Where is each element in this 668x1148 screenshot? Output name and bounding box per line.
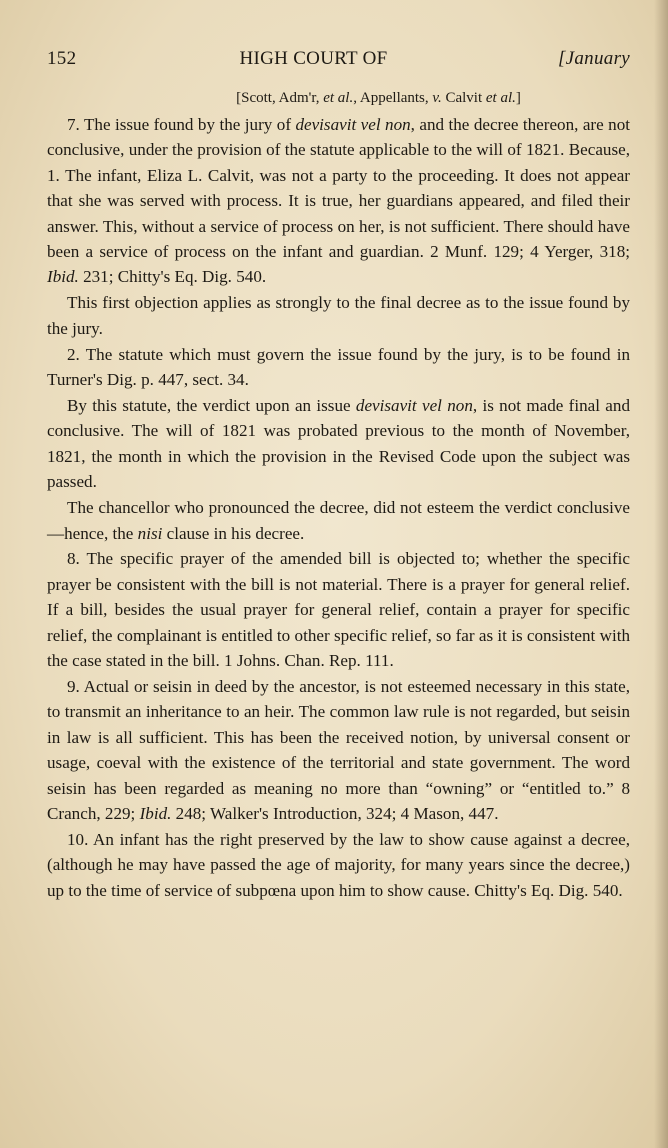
text-run: 7. The issue found by the jury of (67, 115, 296, 134)
text-run: , and the decree thereon, are not conclusive, under the provision of the statute applicable to the will of 1821. Because, 1. The infant, Eliza L. Calvit, was not a party to the proceeding. It does not appear that she was served with process. It is true, her guardians appeared, and filed their answer. This, without a service of process on her, is not sufficient. There should have been a service of process on the infant and guardian. 2 Munf. 129; 4 Yerger, 318; (47, 115, 630, 262)
caption-part: ] (515, 90, 521, 106)
case-caption (47, 86, 630, 110)
caption-part: , Appellants, (353, 90, 433, 106)
caption-versus: v. (432, 90, 442, 106)
page-number: 152 (47, 48, 77, 69)
caption-part: [Scott, Adm'r, (236, 90, 324, 106)
paragraph-by-this-statute (47, 393, 630, 495)
paragraph-first-objection: This first objection applies as strongly to the final decree as to the issue found by the jury. (47, 293, 630, 338)
paragraph-2: 2. The statute which must govern the issue found by the jury, is to be found in Turner's Dig. p. 447, sect. 34. (47, 344, 630, 390)
text-run: The chancellor who pronounced the decree, did not esteem the verdict conclusive—hence, the (47, 498, 630, 543)
paragraph-9 (47, 674, 630, 826)
running-head (47, 44, 630, 74)
caption-part: Calvit (441, 90, 486, 106)
text-run: By this statute, the verdict upon an issue (67, 395, 356, 415)
paragraph-7 (47, 112, 630, 290)
caption-et-al: et al. (485, 90, 516, 106)
text-run-italic: Ibid. (139, 803, 172, 823)
text-run-italic: Ibid. (47, 267, 79, 287)
body-text (47, 112, 630, 903)
text-run: 231; Chitty's Eq. Dig. 540. (78, 267, 267, 287)
text-run: 248; Walker's Introduction, 324; 4 Mason, 447. (171, 803, 499, 823)
paragraph-10: 10. An infant has the right preserved by the law to show cause against a decree, (although he may have passed the age of majority, for many years since the decree,) up to the time of service of subpœna upon him to show cause. Chitty's Eq. Dig. 540. (47, 829, 630, 900)
term-label: [January (557, 48, 630, 69)
text-run: clause in his decree. (162, 523, 305, 543)
caption-et-al: et al. (323, 90, 354, 106)
paragraph-8: 8. The specific prayer of the amended bill is objected to; whether the specific prayer be consistent with the bill is not material. There is a prayer for general relief. If a bill, besides the usual prayer for general relief, contain a prayer for specific relief, the complainant is entitled to other specific relief, so far as it is consistent with the case stated in the bill. 1 Johns. Chan. Rep. 111. (47, 549, 630, 671)
text-run-italic: devisavit vel non (295, 115, 411, 134)
text-run-italic: devisavit vel non (355, 395, 473, 415)
text-run: , is not made final and conclusive. The will of 1821 was probated previous to the month of November, 1821, the month in which the provision in the Revised Code upon the subject was passed. (47, 395, 630, 492)
text-run-italic: nisi (137, 523, 163, 543)
text-run: 9. Actual or seisin in deed by the ancestor, is not esteemed necessary in this state, to transmit an inheritance to an heir. The common law rule is not regarded, but seisin in law is all sufficient. This has been the received notion, by universal consent or usage, coeval with the existence of the territorial and state government. The word seisin has been regarded as meaning no more than “owning” or “entitled to.” 8 Cranch, 229; (47, 676, 630, 823)
court-title: HIGH COURT OF (239, 48, 388, 69)
paragraph-chancellor (47, 495, 630, 546)
